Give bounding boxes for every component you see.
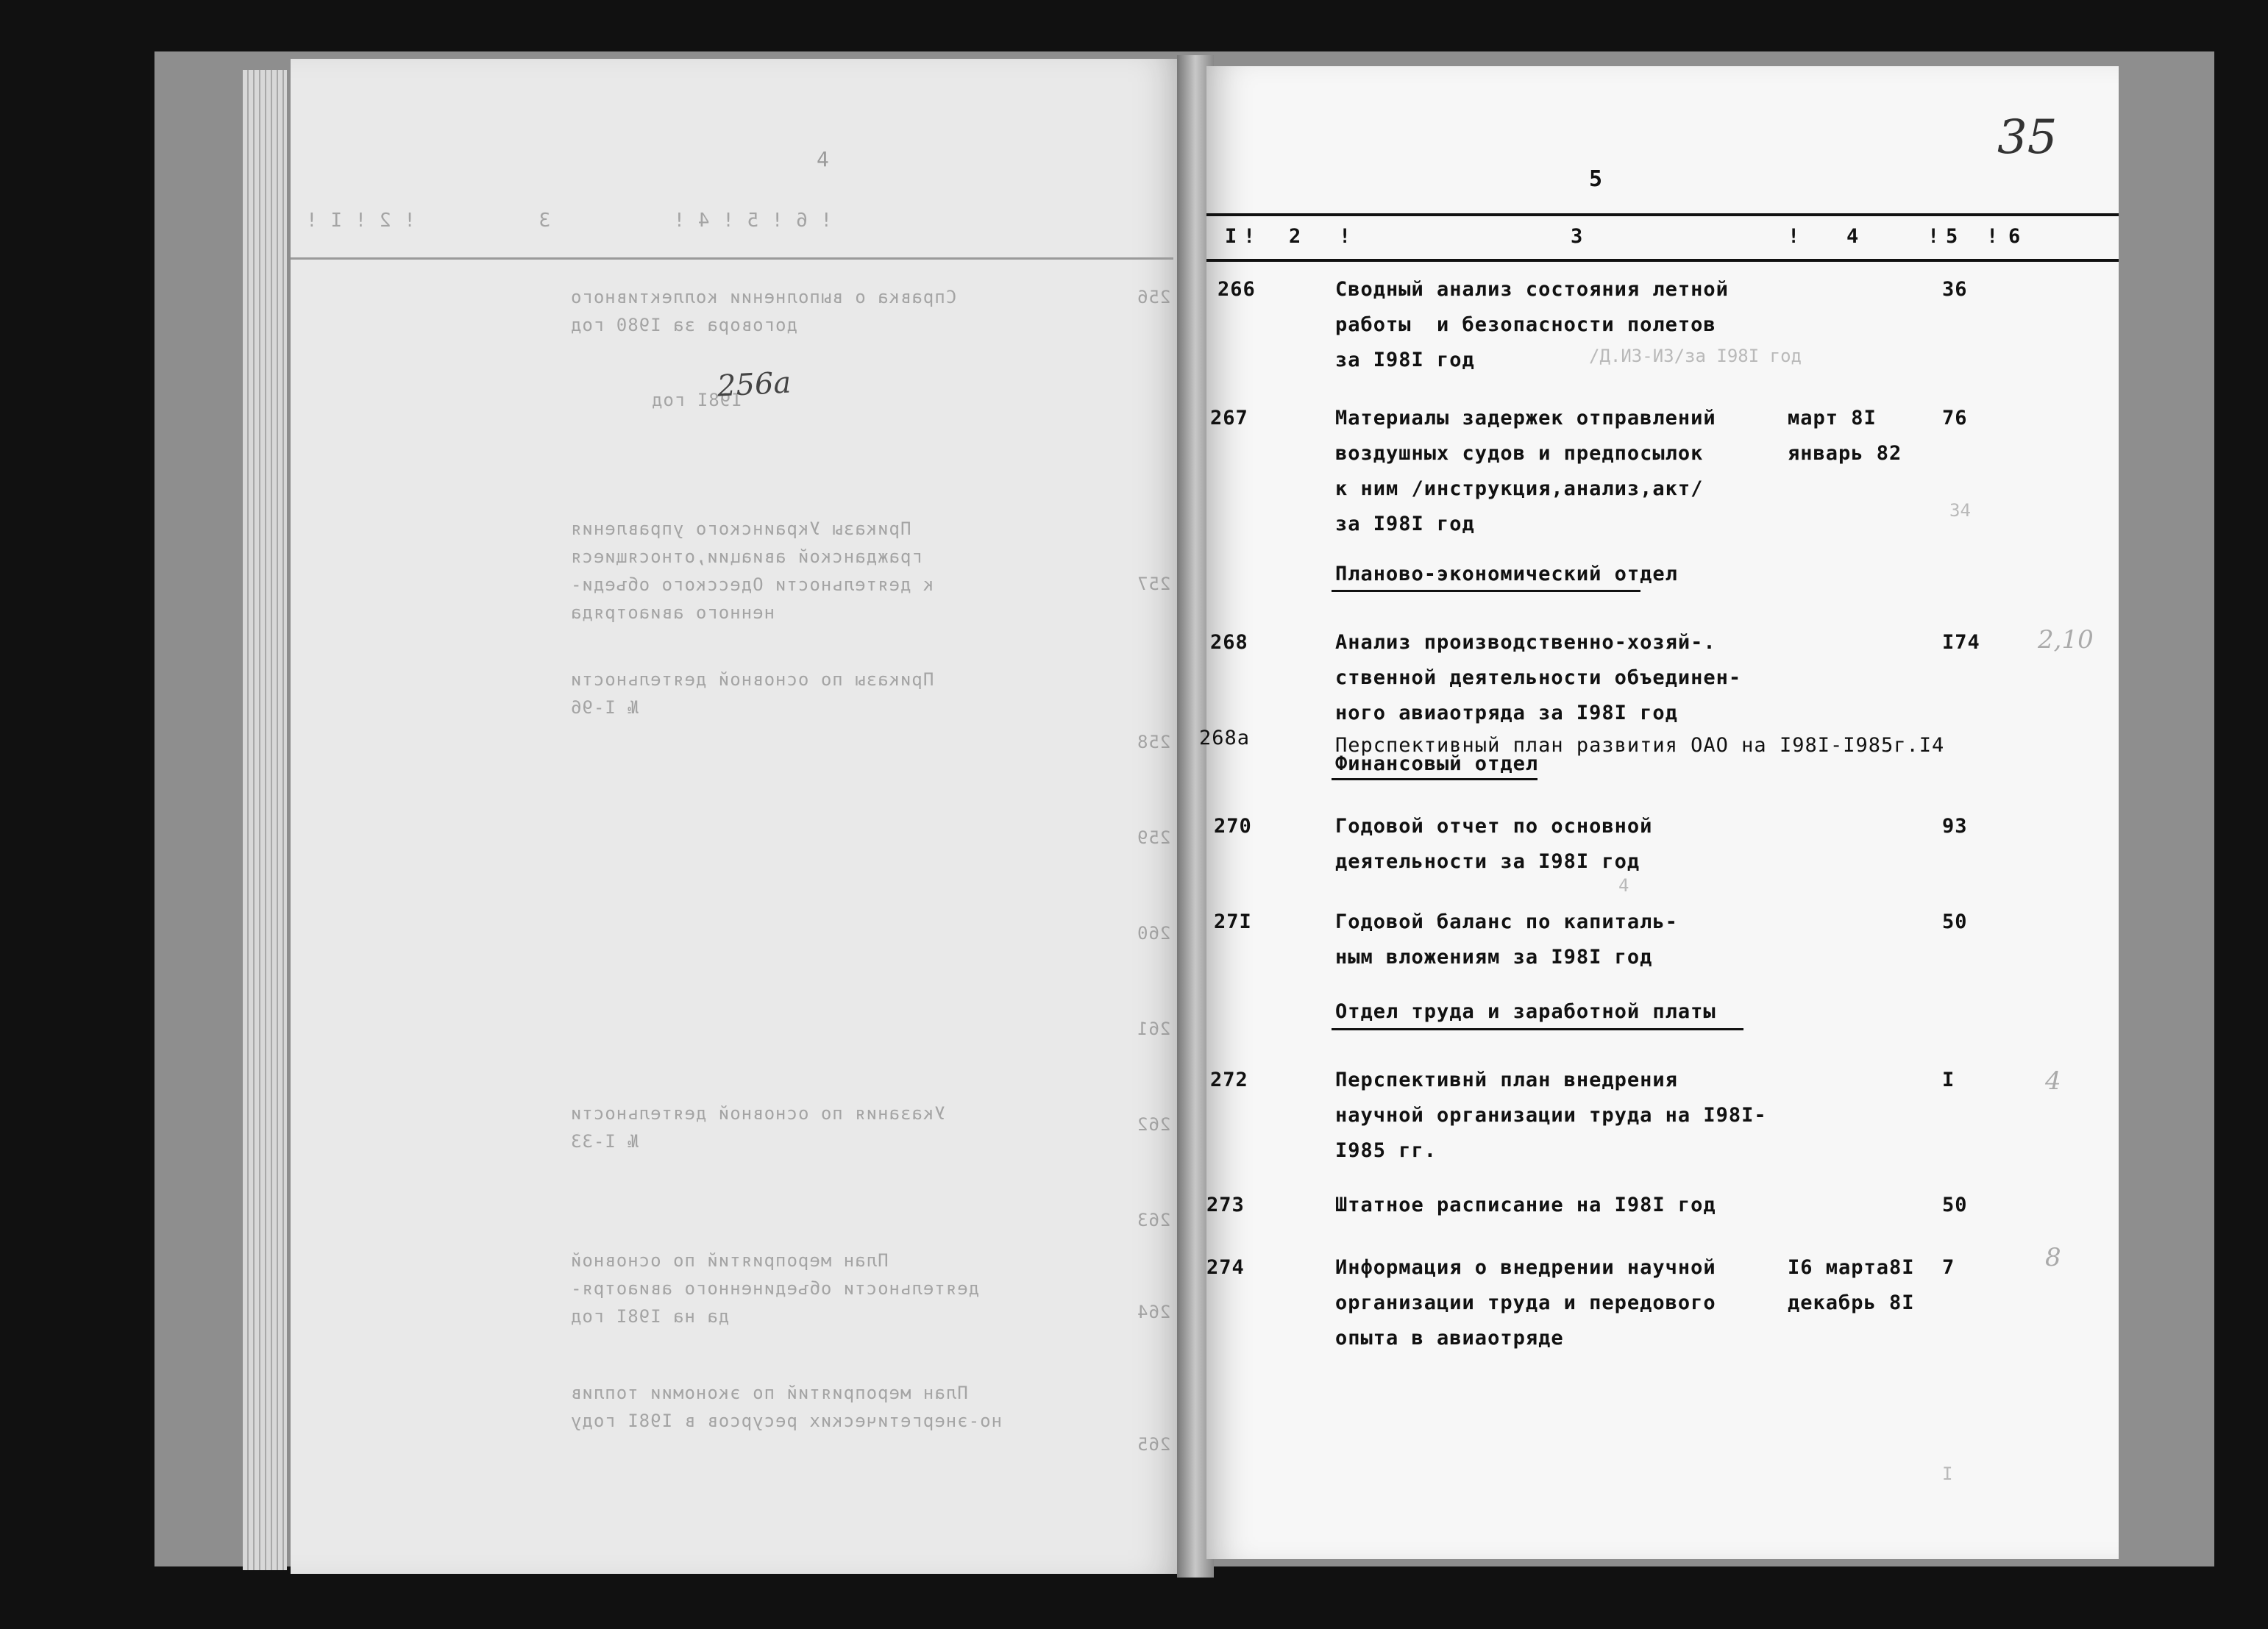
section-underline	[1332, 1028, 1743, 1030]
handwritten-note: 256а	[716, 366, 792, 404]
entry-date-end: январь 82	[1788, 442, 1902, 465]
entry-title-line: Анализ производственно-хозяй-.	[1335, 631, 1716, 654]
entry-title-line: Штатное расписание на I98I год	[1335, 1194, 1716, 1216]
left-bleed-line: I98I год	[651, 390, 742, 410]
bleed-through-text: 4	[1618, 875, 1629, 896]
entry-title-line: Перспективный план развития ОАО на I98I-I985г.I4	[1335, 734, 1945, 757]
entry-number: 272	[1210, 1069, 1248, 1091]
entry-title-line: Годовой баланс по капиталь-	[1335, 910, 1678, 933]
page-number: 5	[1589, 166, 1604, 192]
left-column-header: ! 6 ! 5 ! 4 ! 3 ! 2 ! I !	[305, 210, 833, 232]
handwritten-margin-note: 4	[2045, 1066, 2061, 1096]
left-bleed-number: 256	[1137, 287, 1171, 307]
col-header-sep: !	[1788, 225, 1801, 248]
left-page	[291, 59, 1195, 1574]
col-header-2: 2	[1289, 225, 1302, 248]
left-bleed-line: договора за I980 год	[570, 315, 797, 335]
left-bleed-line: да на I98I год	[570, 1306, 730, 1327]
entry-pages: 7	[1942, 1256, 1955, 1279]
col-header-sep: !	[1339, 225, 1352, 248]
entry-title-line: за I98I год	[1335, 513, 1475, 535]
col-header-5: 5	[1946, 225, 1959, 248]
right-page	[1199, 66, 2119, 1559]
col-header-3: 3	[1571, 225, 1584, 248]
left-bleed-number: 264	[1137, 1302, 1171, 1322]
section-heading-finance: Финансовый отдел	[1335, 752, 1539, 775]
bleed-through-text: 34	[1949, 500, 1971, 521]
entry-number: 270	[1214, 815, 1252, 838]
entry-number: 27I	[1214, 910, 1252, 933]
section-heading-planning: Планово-экономический отдел	[1335, 563, 1678, 585]
entry-number: 268а	[1199, 727, 1251, 749]
left-bleed-number: 260	[1137, 923, 1171, 944]
header-rule-bottom	[1206, 259, 2119, 262]
section-heading-labor: Отдел труда и заработной платы	[1335, 1000, 1716, 1023]
left-bleed-line: но-энергетических ресурсов в I98I году	[570, 1411, 1003, 1431]
left-bleed-line: ненного авиаотряда	[570, 602, 775, 623]
left-bleed-line: План мероприятий по основной	[570, 1250, 889, 1271]
entry-title-line: Материалы задержек отправлений	[1335, 407, 1716, 429]
entry-title-line: ственной деятельности объединен-	[1335, 666, 1742, 689]
left-bleed-line: гражданской авиации,относящиеся	[570, 546, 923, 567]
entry-date-start: март 8I	[1788, 407, 1877, 429]
left-bleed-number: 258	[1137, 732, 1171, 752]
entry-date-start: I6 марта8I	[1788, 1256, 1915, 1279]
left-bleed-line: Приказы Украинского управления	[570, 518, 911, 539]
col-header-sep: !	[1243, 225, 1256, 248]
section-underline	[1332, 778, 1538, 780]
entry-number: 267	[1210, 407, 1248, 429]
entry-pages: I	[1942, 1069, 1955, 1091]
left-bleed-number: 257	[1137, 574, 1171, 594]
left-page-number: 4	[817, 147, 829, 171]
header-rule-top	[1206, 213, 2119, 216]
entry-title-line: к ним /инструкция,анализ,акт/	[1335, 477, 1704, 500]
entry-title-line: Годовой отчет по основной	[1335, 815, 1653, 838]
entry-number: 268	[1210, 631, 1248, 654]
entry-title-line: Информация о внедрении научной	[1335, 1256, 1716, 1279]
bleed-through-text: /Д.ИЗ-ИЗ/за I98I год	[1589, 346, 1802, 366]
left-bleed-number: 259	[1137, 827, 1171, 848]
left-bleed-line: Приказы по основной деятельности	[570, 669, 934, 690]
entry-title-line: научной организации труда на I98I-	[1335, 1104, 1767, 1127]
entry-title-line: ного авиаотряда за I98I год	[1335, 702, 1678, 724]
left-bleed-line: План мероприятий по экономии топлив	[570, 1383, 968, 1403]
entry-title-line: Перспективнй план внедрения	[1335, 1069, 1678, 1091]
entry-title-line: ным вложениям за I98I год	[1335, 946, 1653, 969]
col-header-6: 6	[2008, 225, 2022, 248]
col-header-4: 4	[1846, 225, 1860, 248]
entry-number: 274	[1206, 1256, 1245, 1279]
entry-pages: 50	[1942, 1194, 1968, 1216]
left-bleed-line: деятельности объединенного авиаотря-	[570, 1278, 980, 1299]
entry-title-line: работы и безопасности полетов	[1335, 313, 1716, 336]
col-header-sep: !	[1927, 225, 1941, 248]
bleed-through-text: I	[1942, 1464, 1953, 1484]
entry-title-line: воздушных судов и предпосылок	[1335, 442, 1704, 465]
entry-pages: 76	[1942, 407, 1968, 429]
entry-title-line: I985 гг.	[1335, 1139, 1437, 1162]
entry-date-end: декабрь 8I	[1788, 1291, 1915, 1314]
left-bleed-line: Справка о выполнении коллективного	[570, 287, 957, 307]
section-underline	[1332, 590, 1640, 592]
entry-title-line: деятельности за I98I год	[1335, 850, 1640, 873]
left-bleed-line: № I-33	[570, 1131, 639, 1152]
entry-number: 273	[1206, 1194, 1245, 1216]
page-edges	[243, 70, 287, 1570]
left-bleed-number: 265	[1137, 1434, 1171, 1455]
handwritten-margin-note: 8	[2045, 1243, 2061, 1272]
col-header-sep: !	[1986, 225, 1999, 248]
entry-pages: 50	[1942, 910, 1968, 933]
col-header-1: I	[1225, 225, 1238, 248]
entry-title-line: Сводный анализ состояния летной	[1335, 278, 1729, 301]
left-bleed-line: Указания по основной деятельности	[570, 1103, 945, 1124]
left-bleed-number: 262	[1137, 1114, 1171, 1135]
handwritten-margin-note: 2,10	[2038, 625, 2094, 655]
left-bleed-line: № I-96	[570, 697, 639, 718]
left-bleed-number: 263	[1137, 1210, 1171, 1230]
left-bleed-number: 261	[1137, 1019, 1171, 1039]
entry-title-line: за I98I год	[1335, 349, 1475, 371]
entry-title-line: организации труда и передового	[1335, 1291, 1716, 1314]
entry-pages: 93	[1942, 815, 1968, 838]
entry-pages: I74	[1942, 631, 1980, 654]
left-bleed-line: к деятельности Одесского объеди-	[570, 574, 934, 595]
entry-pages: 36	[1942, 278, 1968, 301]
left-header-rule	[291, 257, 1173, 260]
entry-title-line: опыта в авиаотряде	[1335, 1327, 1564, 1350]
archive-sheet-number: 35	[1997, 110, 2058, 165]
entry-number: 266	[1217, 278, 1256, 301]
